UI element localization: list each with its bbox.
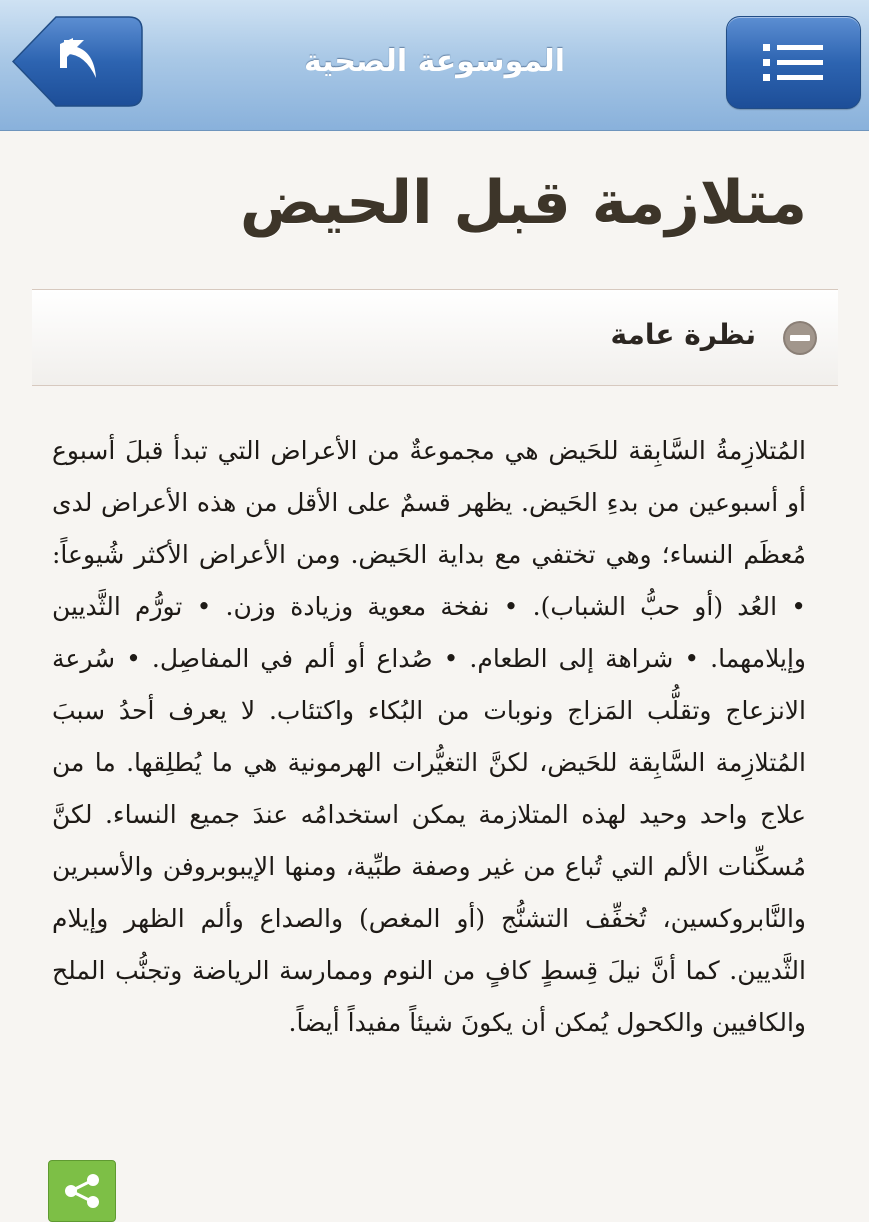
minus-circle-icon[interactable] <box>782 320 818 356</box>
app-title: الموسوعة الصحية <box>303 44 566 79</box>
share-icon <box>63 1173 101 1209</box>
page-title: متلازمة قبل الحيض <box>239 168 807 238</box>
list-menu-icon <box>763 42 823 84</box>
section-header-overview[interactable] <box>32 289 838 386</box>
article-body: المُتلازِمةُ السَّابِقة للحَيض هي مجموعةٌ من الأعراض التي تبدأ قبلَ أسبوع أو أسبوعين من بدءِ الحَيض. يظهر قسمٌ على الأقل من هذه الأعراض لدى مُعظَم النساء؛ وهي تختفي مع بداية الحَيض. ومن الأعراض الأكثر شُيوعاً: • العُد (أو حبُّ الشباب). • نفخة معوية وزيادة وزن. • تورُّم الثَّديين وإيلامهما. • شراهة إلى الطعام. • صُداع أو ألم في المفاصِل. • سُرعة الانزعاج وتقلُّب المَزاج ونوبات من البُكاء واكتئاب. لا يعرف أحدُ سببَ المُتلازِمة السَّابِقة للحَيض، لكنَّ التغيُّرات الهرمونية هي ما يُطلِقها. ما من علاج واحد وحيد لهذه المتلازمة يمكن استخدامُه عندَ جميع النساء. لكنَّ مُسكِّنات الألم التي تُباع من غير وصفة طبِّية، ومنها الإيبوبروفن والأسبرين والنَّابروكسين، تُخفِّف التشنُّج (أو المغص) والصداع وألم الظهر وإيلام الثَّديين. كما أنَّ نيلَ قِسطٍ كافٍ من النوم وممارسة الرياضة وتجنُّب الملح والكافيين والكحول يُمكن أن يكونَ شيئاً مفيداً أيضاً. <box>52 436 806 1037</box>
menu-button[interactable] <box>726 16 861 109</box>
navigation-bar <box>0 0 869 131</box>
section-label: نظرة عامة <box>610 318 756 351</box>
share-button[interactable] <box>48 1160 116 1222</box>
